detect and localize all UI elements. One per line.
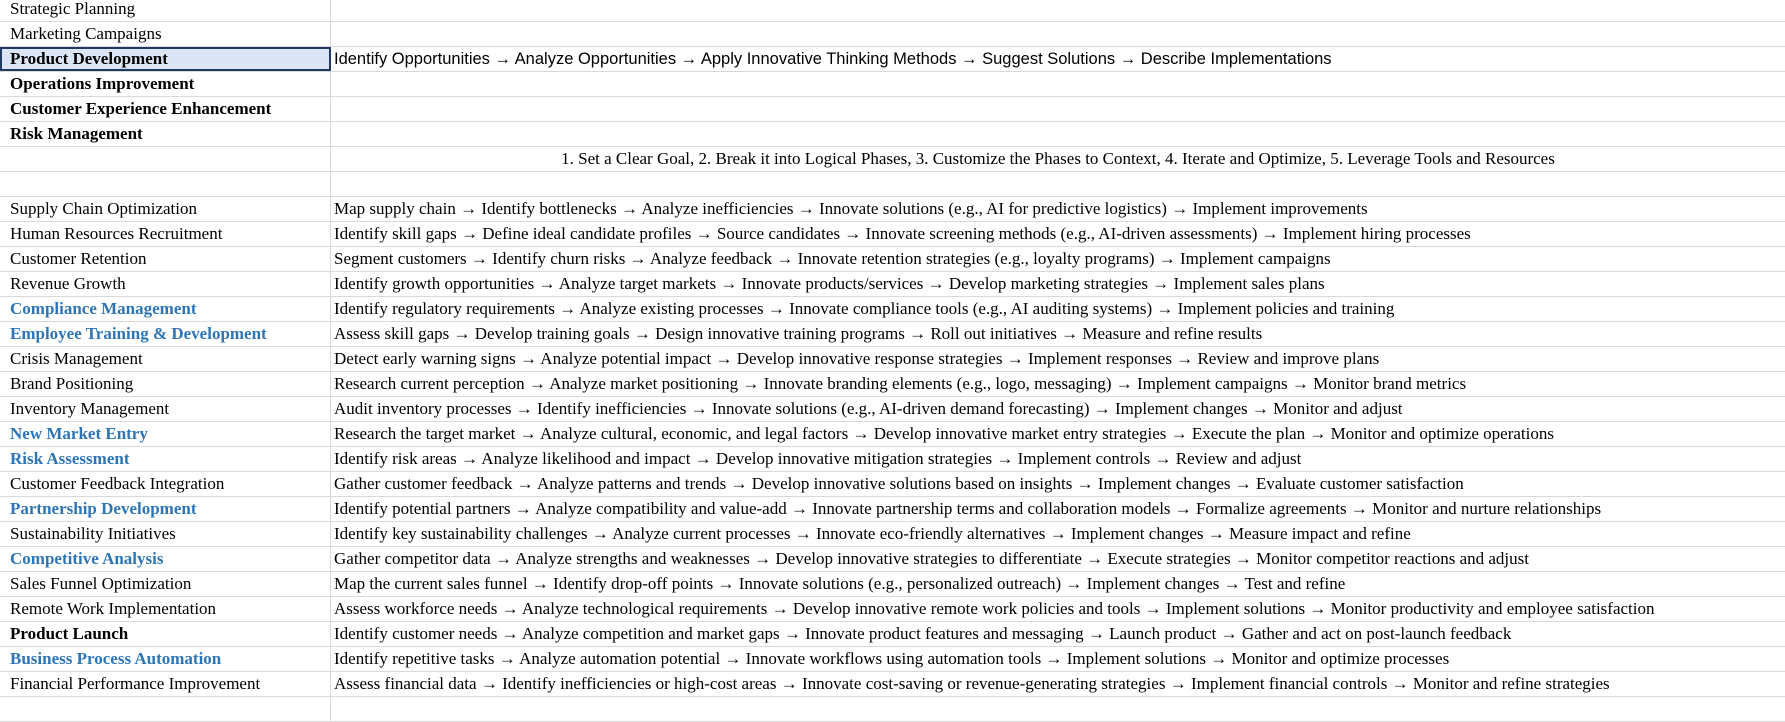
process-cell[interactable]: Map the current sales funnel → Identify drop-off points → Innovate solutions (e.g., personalized outreach) → Implement changes → Test and refine: [334, 574, 1346, 593]
category-cell[interactable]: [0, 172, 331, 196]
table-row: [0, 697, 1785, 722]
process-cell[interactable]: Research the target market → Analyze cultural, economic, and legal factors → Develop innovative market entry strategies → Execute the plan → Monitor and optimize operations: [334, 424, 1554, 443]
process-cell[interactable]: Audit inventory processes → Identify inefficiencies → Innovate solutions (e.g., AI-driven demand forecasting) → Implement changes → Monitor and adjust: [334, 399, 1403, 418]
table-row: [0, 597, 1785, 622]
table-row: [0, 247, 1785, 272]
process-cell[interactable]: Gather competitor data → Analyze strengths and weaknesses → Develop innovative strategies to differentiate → Execute strategies → Monitor competitor reactions and adjust: [334, 549, 1529, 568]
process-cell[interactable]: [331, 122, 1785, 146]
table-row: [0, 197, 1785, 222]
table-row: [0, 47, 1785, 72]
table-row: [0, 447, 1785, 472]
process-cell[interactable]: Gather customer feedback → Analyze patterns and trends → Develop innovative solutions based on insights → Implement changes → Evaluate customer satisfaction: [334, 474, 1464, 493]
process-cell[interactable]: Assess financial data → Identify inefficiencies or high-cost areas → Innovate cost-saving or revenue-generating strategies → Implement financial controls → Monitor and refine strategies: [334, 674, 1610, 693]
category-cell[interactable]: Operations Improvement: [0, 72, 331, 96]
category-cell[interactable]: Risk Management: [0, 122, 331, 146]
category-cell[interactable]: Risk Assessment: [0, 447, 331, 471]
table-row: [0, 322, 1785, 347]
category-cell[interactable]: Product Development: [0, 47, 331, 71]
process-cell[interactable]: Identify repetitive tasks → Analyze automation potential → Innovate workflows using automation tools → Implement solutions → Monitor and optimize processes: [334, 649, 1450, 668]
process-cell[interactable]: [331, 697, 1785, 721]
table-row: [0, 522, 1785, 547]
table-row: [0, 97, 1785, 122]
category-cell[interactable]: Customer Experience Enhancement: [0, 97, 331, 121]
table-row: [0, 397, 1785, 422]
category-cell[interactable]: Marketing Campaigns: [0, 22, 331, 46]
category-cell[interactable]: Strategic Planning: [0, 0, 331, 21]
process-cell[interactable]: Identify potential partners → Analyze compatibility and value-add → Innovate partnership terms and collaboration models → Formalize agreements → Monitor and nurture relationships: [334, 499, 1602, 518]
category-cell[interactable]: Product Launch: [0, 622, 331, 646]
category-cell[interactable]: Supply Chain Optimization: [0, 197, 331, 221]
table-row: [0, 647, 1785, 672]
category-cell[interactable]: Customer Retention: [0, 247, 331, 271]
category-cell[interactable]: Employee Training & Development: [0, 322, 331, 346]
table-row: [0, 672, 1785, 697]
process-cell[interactable]: Identify growth opportunities → Analyze target markets → Innovate products/services → Develop marketing strategies → Implement sales plans: [334, 274, 1325, 293]
category-cell[interactable]: Compliance Management: [0, 297, 331, 321]
process-cell[interactable]: Research current perception → Analyze market positioning → Innovate branding elements (e.g., logo, messaging) → Implement campaigns → Monitor brand metrics: [334, 374, 1467, 393]
table-row: [0, 372, 1785, 397]
process-cell[interactable]: Segment customers → Identify churn risks → Analyze feedback → Innovate retention strategies (e.g., loyalty programs) → Implement campaigns: [334, 249, 1331, 268]
category-cell[interactable]: Inventory Management: [0, 397, 331, 421]
process-cell[interactable]: [331, 22, 1785, 46]
table-row: [0, 422, 1785, 447]
category-cell[interactable]: Sales Funnel Optimization: [0, 572, 331, 596]
process-cell[interactable]: Identify risk areas → Analyze likelihood and impact → Develop innovative mitigation strategies → Implement controls → Review and adjust: [334, 449, 1302, 468]
table-row: [0, 122, 1785, 147]
process-cell[interactable]: Identify regulatory requirements → Analyze existing processes → Innovate compliance tools (e.g., AI auditing systems) → Implement policies and training: [334, 299, 1395, 318]
category-cell[interactable]: [0, 697, 331, 721]
process-cell[interactable]: Assess workforce needs → Analyze technological requirements → Develop innovative remote work policies and tools → Implement solutions → Monitor productivity and employee satisfaction: [334, 599, 1655, 618]
category-cell[interactable]: Competitive Analysis: [0, 547, 331, 571]
table-row: [0, 72, 1785, 97]
table-row: [0, 147, 1785, 172]
table-row: [0, 622, 1785, 647]
table-row: [0, 572, 1785, 597]
category-cell[interactable]: Remote Work Implementation: [0, 597, 331, 621]
category-cell[interactable]: Human Resources Recruitment: [0, 222, 331, 246]
category-cell[interactable]: Business Process Automation: [0, 647, 331, 671]
process-cell[interactable]: Assess skill gaps → Develop training goals → Design innovative training programs → Roll out initiatives → Measure and refine results: [334, 324, 1263, 343]
table-row: [0, 472, 1785, 497]
category-cell[interactable]: New Market Entry: [0, 422, 331, 446]
table-row: [0, 22, 1785, 47]
category-cell[interactable]: Customer Feedback Integration: [0, 472, 331, 496]
table-row: [0, 222, 1785, 247]
process-cell[interactable]: 1. Set a Clear Goal, 2. Break it into Logical Phases, 3. Customize the Phases to Context, 4. Iterate and Optimize, 5. Leverage Tools and Resources: [561, 149, 1555, 168]
category-cell[interactable]: Revenue Growth: [0, 272, 331, 296]
process-cell[interactable]: [331, 0, 1785, 21]
process-cell[interactable]: Identify key sustainability challenges → Analyze current processes → Innovate eco-friendly alternatives → Implement changes → Measure impact and refine: [334, 524, 1411, 543]
process-cell[interactable]: Detect early warning signs → Analyze potential impact → Develop innovative response strategies → Implement responses → Review and improve plans: [334, 349, 1380, 368]
process-cell[interactable]: [331, 97, 1785, 121]
process-cell[interactable]: Map supply chain → Identify bottlenecks → Analyze inefficiencies → Innovate solutions (e.g., AI for predictive logistics) → Implement improvements: [334, 199, 1368, 218]
category-cell[interactable]: Brand Positioning: [0, 372, 331, 396]
category-cell[interactable]: Financial Performance Improvement: [0, 672, 331, 696]
process-cell[interactable]: Identify customer needs → Analyze competition and market gaps → Innovate product features and messaging → Launch product → Gather and act on post-launch feedback: [334, 624, 1512, 643]
table-row: [0, 347, 1785, 372]
process-cell[interactable]: Identify Opportunities → Analyze Opportunities → Apply Innovative Thinking Methods → Suggest Solutions → Describe Implementations: [334, 50, 1332, 68]
category-cell[interactable]: [0, 147, 331, 171]
table-row: [0, 497, 1785, 522]
process-cell[interactable]: Identify skill gaps → Define ideal candidate profiles → Source candidates → Innovate screening methods (e.g., AI-driven assessments) → Implement hiring processes: [334, 224, 1471, 243]
table-row: [0, 272, 1785, 297]
category-cell[interactable]: Sustainability Initiatives: [0, 522, 331, 546]
table-row: [0, 172, 1785, 197]
table-row: [0, 0, 1785, 22]
process-cell[interactable]: [331, 72, 1785, 96]
table-row: [0, 297, 1785, 322]
category-cell[interactable]: Partnership Development: [0, 497, 331, 521]
category-cell[interactable]: Crisis Management: [0, 347, 331, 371]
table-row: [0, 547, 1785, 572]
process-cell[interactable]: [331, 172, 1785, 196]
